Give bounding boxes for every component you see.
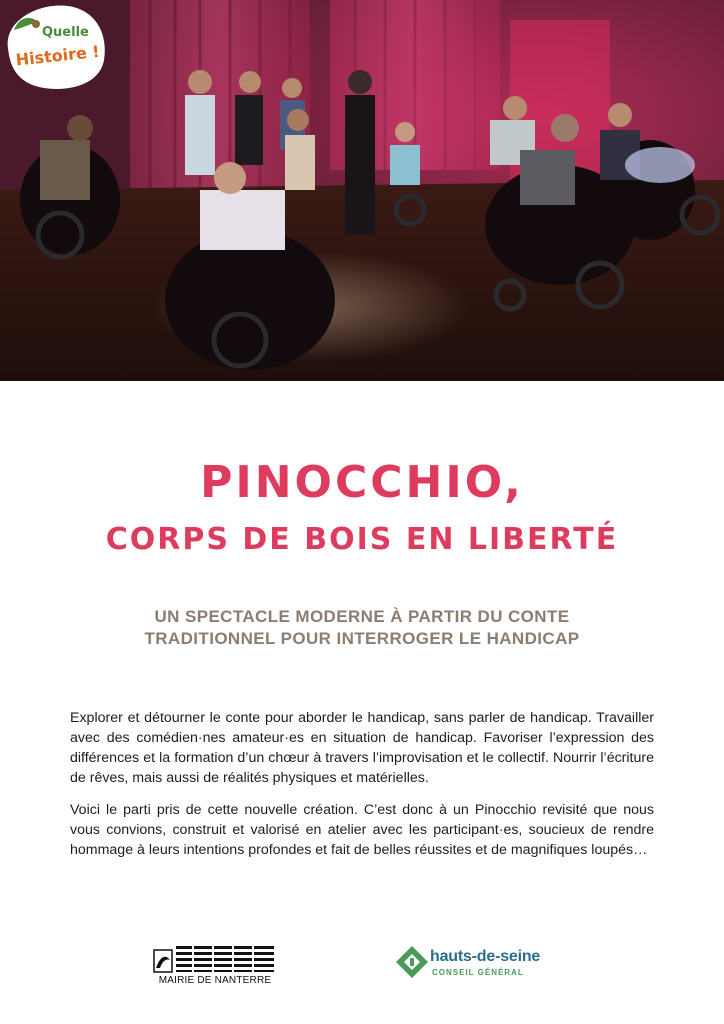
header-photo [0,0,724,381]
subtitle-line-2: TRADITIONNEL POUR INTERROGER LE HANDICAP [144,629,580,648]
page-title: PINOCCHIO, [200,457,524,508]
hauts-de-seine-subtitle: CONSEIL GÉNÉRAL [432,968,524,977]
svg-text:Histoire !: Histoire ! [14,41,101,70]
svg-text:Quelle: Quelle [42,25,89,40]
page-title-secondary: CORPS DE BOIS EN LIBERTÉ [105,522,619,557]
quelle-histoire-logo [0,0,110,92]
nanterre-label: MAIRIE DE NANTERRE [158,975,272,986]
body-text [70,708,654,872]
paragraph-creation: Voici le parti pris de cette nouvelle création. C’est donc à un Pinocchio revisité que nous vous convions, construit et valorisé en atelier avec les participant·es, soucieux de rendre hommage à leurs intentions profondes et fait de belles réussites et de magnifiques loupés… [70,802,654,858]
paragraph-intro: Explorer et détourner le conte pour aborder le handicap, sans parler de handicap. Travailler avec des comédien·nes amateur·es en situation de handicap. Favoriser l’expression des différences et la formation d’un chœur à travers l’improvisation et le collectif. Nourrir l’écriture de rêves, mais aussi de réalités physiques et matérielles. [70,710,654,786]
subtitle-line-1: UN SPECTACLE MODERNE À PARTIR DU CONTE [154,607,570,626]
page-subtitle [60,606,664,650]
hauts-de-seine-icon [396,946,428,978]
hauts-de-seine-name: hauts-de-seine [430,948,541,965]
